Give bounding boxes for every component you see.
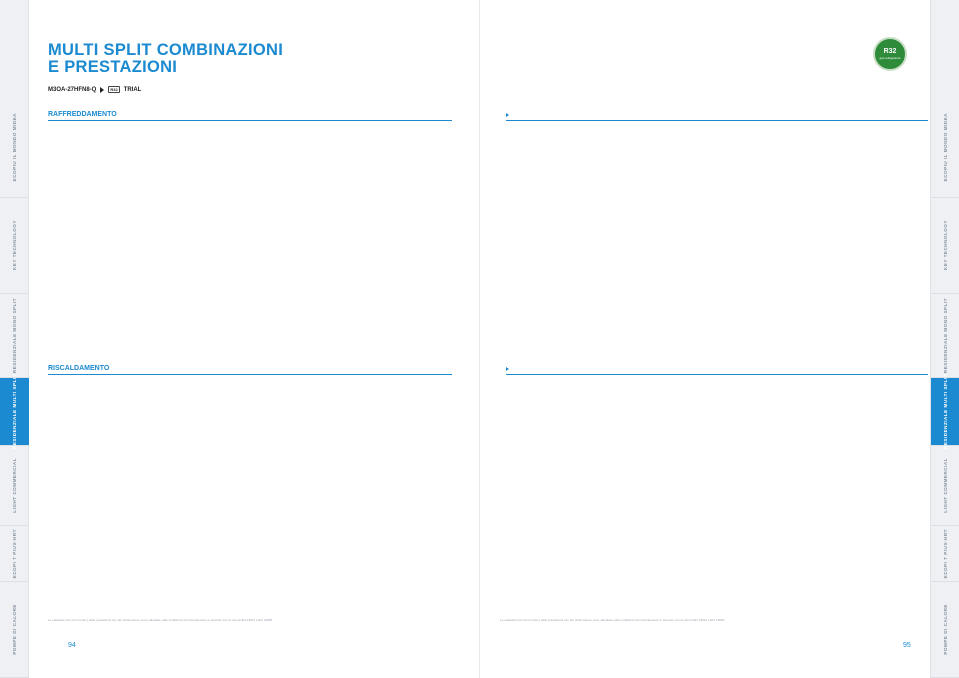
section-divider bbox=[506, 374, 928, 375]
section-divider bbox=[48, 120, 452, 121]
section-divider bbox=[48, 374, 452, 375]
left-page bbox=[0, 0, 479, 678]
page-number: 94 bbox=[68, 642, 76, 649]
section-divider bbox=[506, 120, 928, 121]
arrow-marker-icon bbox=[506, 367, 509, 371]
sidebar-tab[interactable] bbox=[0, 98, 29, 198]
model-code: M3OA-27HFN8-Q bbox=[48, 86, 97, 93]
arrow-icon bbox=[100, 87, 104, 93]
sidebar-tab-label: LIGHT COMMERCIAL bbox=[12, 458, 17, 513]
sidebar-tab[interactable] bbox=[931, 582, 959, 678]
sidebar-tab[interactable] bbox=[931, 98, 959, 198]
sidebar-tab-label: RESIDENZIALE MULTI SPLIT bbox=[943, 374, 948, 449]
sidebar-tab[interactable] bbox=[931, 198, 959, 294]
sidebar-tab-label: LIGHT COMMERCIAL bbox=[943, 458, 948, 513]
sidebar-tab-label: ECOPI T PIUS·HRT bbox=[12, 528, 17, 579]
sidebar-tab-label: RESIDENZIALE MULTI SPLIT bbox=[12, 374, 17, 449]
sidebar-tab-label: ECOPIU IL MONDO MIDEA bbox=[943, 113, 948, 182]
footnote: Le capacità (min./nom./max.) delle prestazioni con più unità interne sono calcolate sulle condizioni di funzionamento in accordo con la norma EN 14511 e EN 14825. bbox=[48, 618, 274, 622]
sidebar-tab-label: ECOPI T PIUS·HRT bbox=[943, 528, 948, 579]
cooling-title: RAFFREDDAMENTO bbox=[48, 111, 117, 118]
sidebar-tab[interactable] bbox=[0, 198, 29, 294]
sidebar-right bbox=[930, 0, 959, 678]
sidebar-tab[interactable] bbox=[931, 374, 959, 449]
page-number: 95 bbox=[903, 642, 911, 649]
footnote: Le capacità (min./nom./max.) delle prestazioni con più unità interne sono calcolate sulle condizioni di funzionamento in accordo con la norma EN 14511 e EN 14825. bbox=[500, 618, 726, 622]
sidebar-tab-label: RESIDENZIALE MONO SPLIT bbox=[943, 297, 948, 374]
r32-logo: R32 gas refrigerante bbox=[873, 37, 907, 71]
right-page bbox=[480, 0, 959, 678]
sidebar-tab-label: POMPE DI CALORE bbox=[943, 604, 948, 655]
sidebar-tab[interactable] bbox=[0, 446, 29, 526]
sidebar-left bbox=[0, 0, 29, 678]
sidebar-tab-label: KEY TECHNOLOGY bbox=[943, 220, 948, 271]
sidebar-tab[interactable] bbox=[0, 526, 29, 582]
sidebar-tab-label: KEY TECHNOLOGY bbox=[12, 220, 17, 271]
sidebar-tab[interactable] bbox=[931, 446, 959, 526]
sidebar-tab[interactable] bbox=[0, 582, 29, 678]
trial-label: TRIAL bbox=[123, 86, 142, 93]
sidebar-tab[interactable] bbox=[931, 294, 959, 378]
sidebar-tab[interactable] bbox=[931, 526, 959, 582]
sidebar-tab[interactable] bbox=[0, 294, 29, 378]
model-line bbox=[48, 86, 141, 93]
sidebar-tab-label: POMPE DI CALORE bbox=[12, 604, 17, 655]
sidebar-tab[interactable] bbox=[0, 374, 29, 449]
page-title: MULTI SPLIT COMBINAZIONI E PRESTAZIONI bbox=[48, 41, 284, 76]
sidebar-tab-label: RESIDENZIALE MONO SPLIT bbox=[12, 297, 17, 374]
arrow-marker-icon bbox=[506, 113, 509, 117]
sidebar-tab-label: ECOPIU IL MONDO MIDEA bbox=[12, 113, 17, 182]
heating-title: RISCALDAMENTO bbox=[48, 365, 110, 372]
refrigerant-badge: R32 bbox=[110, 87, 118, 92]
